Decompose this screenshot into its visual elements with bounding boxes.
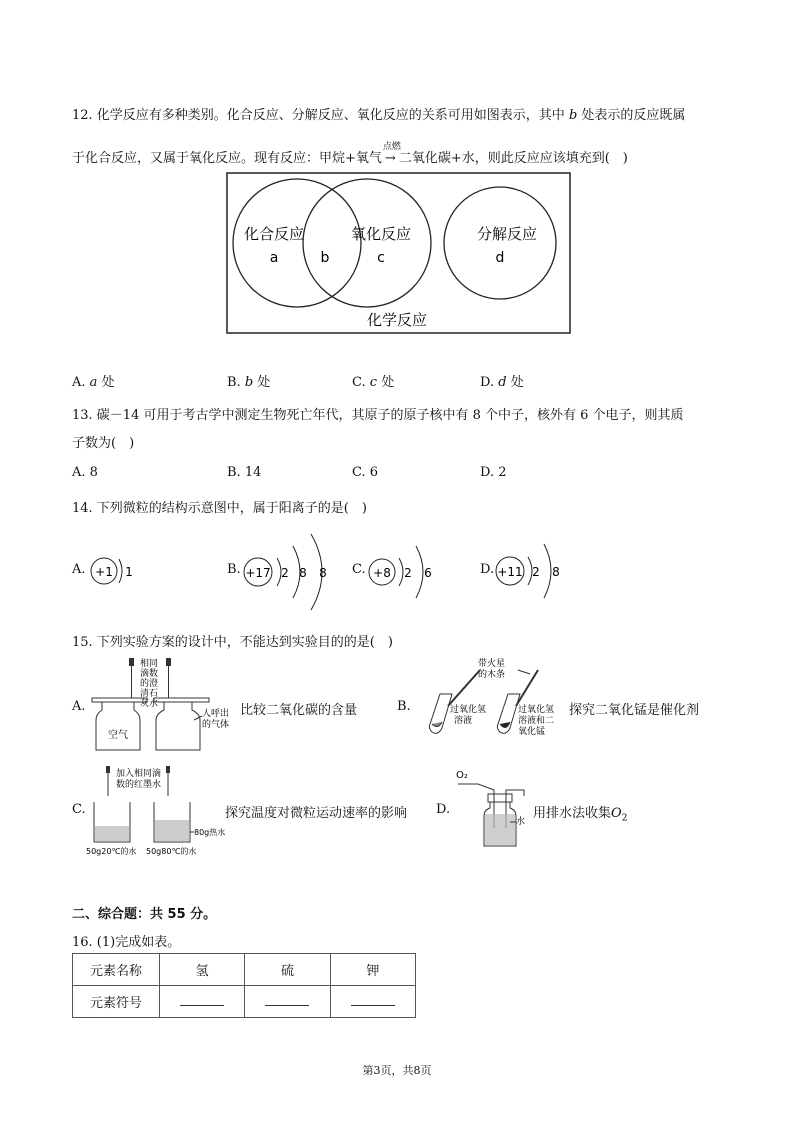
nucleus-charge: +8 [373, 566, 391, 580]
q12-stem-line2: 于化合反应，又属于氧化反应。现有反应：甲烷+氧气 点燃 → 二氧化碳+水，则此反应应该填充到( ) [72, 147, 628, 166]
electron-shell [119, 559, 122, 583]
electron-shell [399, 558, 403, 586]
pointer-line [194, 716, 202, 720]
nucleus-charge: +17 [245, 566, 271, 580]
decomposition-circle [444, 187, 556, 299]
water-level-1 [95, 826, 129, 841]
element-table [72, 953, 416, 1018]
tube1-label-line1: 过氧化氢 [450, 705, 487, 715]
q12-option-b[interactable]: B. b 处 [227, 375, 271, 390]
limewater-experiment-figure [90, 654, 230, 754]
q13-option-c[interactable]: C. 6 [352, 465, 379, 480]
region-d: d [495, 250, 505, 266]
answer-blank[interactable] [330, 986, 415, 1018]
dropper-bulb [166, 658, 171, 666]
svg-text:清石: 清石 [140, 689, 159, 699]
q14-stem: 14. 下列微粒的结构示意图中，属于阳离子的是( ) [72, 501, 367, 516]
q13-stem-line1: 13. 碳－14 可用于考古学中测定生物死亡年代，其原子的原子核中有 8 个中子，核外有 6 个电子，则其质 [72, 408, 684, 423]
reaction-condition: 点燃 [382, 142, 401, 152]
glass-plate [154, 698, 209, 702]
pointer-line [518, 670, 530, 674]
q15-stem: 15. 下列实验方案的设计中，不能达到实验目的的是( ) [72, 635, 393, 650]
test-tube-2 [497, 694, 520, 733]
q15-option-a[interactable]: A. [72, 699, 86, 714]
region-a: a [269, 250, 279, 266]
q15-option-b[interactable]: B. [397, 699, 411, 714]
atom-diagram-d [494, 530, 574, 612]
top-note-line2: 的木条 [478, 670, 506, 680]
top-note-line1: 带火星 [478, 659, 506, 669]
water-label: 水 [516, 817, 526, 827]
svg-text:相同: 相同 [140, 659, 159, 669]
tube2-label-line2: 溶液和二 [518, 716, 555, 726]
table-cell: 元素符号 [73, 986, 160, 1018]
beaker2-label: 50g80℃的水 [146, 847, 197, 856]
q14-option-a[interactable]: A. [72, 562, 86, 577]
q14-option-d[interactable]: D. [480, 562, 495, 577]
region-b: b [320, 250, 330, 266]
catalyst-experiment-figure [418, 656, 563, 752]
electron-shell [544, 544, 551, 598]
q15-option-a-text: 比较二氧化碳的含量 [240, 703, 358, 718]
section-heading: 二、综合题：共 55 分。 [72, 907, 217, 922]
q13-stem-line2: 子数为( ) [72, 436, 135, 451]
dropper-note [140, 657, 158, 709]
atom-diagram-a [86, 546, 146, 596]
nucleus-charge: +11 [497, 565, 523, 579]
table-cell: 元素名称 [73, 954, 160, 986]
q15-option-b-text: 探究二氧化锰是催化剂 [569, 703, 700, 718]
shell-count: 8 [299, 566, 307, 580]
glass-plate [92, 698, 147, 702]
answer-blank[interactable] [160, 986, 245, 1018]
q13-option-d[interactable]: D. 2 [480, 465, 507, 480]
table-cell: 硫 [245, 954, 330, 986]
side-note: 80g热水 [194, 828, 226, 837]
q15-option-c-text: 探究温度对微粒运动速率的影响 [225, 806, 408, 821]
svg-text:灰水: 灰水 [140, 699, 159, 709]
oxidation-circle [303, 179, 431, 307]
bottle1-label: 空气 [108, 730, 128, 741]
region-c: c [377, 250, 385, 266]
q12-stem-line1: 12. 化学反应有多种类别。化合反应、分解反应、氧化反应的关系可用如图表示，其中 b 处表示的反应既属 [72, 108, 686, 123]
bottle2-label-line1: 人呼出 [202, 709, 230, 719]
liquid-1 [432, 722, 442, 727]
shell-count: 6 [424, 566, 432, 580]
test-tube-1 [429, 694, 452, 733]
q15-option-d[interactable]: D. [436, 802, 451, 817]
shell-count: 8 [319, 566, 327, 580]
shell-count: 2 [404, 566, 412, 580]
shell-count: 8 [552, 565, 560, 579]
q12-option-c[interactable]: C. c 处 [352, 375, 395, 390]
dropper-bulb [129, 658, 134, 666]
combination-circle [233, 179, 361, 307]
dropper-bulb [166, 766, 170, 773]
chemical-reaction-box [227, 173, 570, 333]
reaction-arrow: → [384, 151, 396, 166]
q16-stem: 16. (1)完成如表。 [72, 935, 181, 950]
electron-shell [416, 546, 423, 598]
page-footer: 第3页，共8页 [362, 1064, 432, 1077]
svg-text:的澄: 的澄 [140, 679, 159, 689]
tube1-label-line2: 溶液 [454, 716, 473, 726]
atom-diagram-b [241, 526, 336, 621]
nucleus-charge: +1 [95, 565, 113, 579]
circle1-label: 化合反应 [243, 225, 305, 243]
shell-count: 2 [532, 565, 540, 579]
shell-count: 2 [281, 566, 289, 580]
dropper-note-line2: 数的红墨水 [116, 780, 162, 790]
circle3-label: 分解反应 [476, 225, 538, 243]
bottle2-label-line2: 的气体 [202, 720, 230, 730]
circle2-label: 氧化反应 [350, 225, 412, 243]
gas-bottle-air [96, 702, 140, 750]
table-cell: 氢 [160, 954, 245, 986]
svg-text:滴数: 滴数 [140, 669, 159, 679]
water-displacement-figure [454, 766, 534, 848]
q13-option-b[interactable]: B. 14 [227, 465, 262, 480]
stopper [488, 794, 512, 802]
tube2-label-line1: 过氧化氢 [518, 705, 555, 715]
tube2-label-line3: 氧化锰 [518, 727, 546, 737]
gas-bottle-breath [156, 702, 200, 750]
water-fill [485, 814, 515, 845]
q12-option-d[interactable]: D. d 处 [480, 375, 524, 390]
box-label: 化学反应 [366, 311, 428, 329]
reaction-venn-diagram [226, 172, 571, 335]
splint-2 [516, 670, 538, 706]
water-level-2 [155, 820, 189, 841]
dropper-bulb [106, 766, 110, 773]
q14-option-c[interactable]: C. [352, 562, 366, 577]
answer-blank[interactable] [245, 986, 330, 1018]
gas-inlet-label: O₂ [456, 770, 468, 781]
table-row [73, 954, 416, 986]
atom-diagram-c [366, 536, 446, 608]
liquid-2 [500, 722, 510, 728]
beaker1-label: 50g20℃的水 [86, 847, 137, 856]
q15-option-d-text: 用排水法收集$O_2$ [533, 806, 628, 824]
q15-option-c[interactable]: C. [72, 802, 86, 817]
q14-option-b[interactable]: B. [227, 562, 241, 577]
shell-count: 1 [125, 565, 133, 579]
dropper-note-line1: 加入相同滴 [116, 769, 162, 779]
q12-option-a[interactable]: A. a 处 [72, 375, 115, 390]
q13-option-a[interactable]: A. 8 [72, 465, 98, 480]
table-cell: 钾 [330, 954, 415, 986]
table-row [73, 986, 416, 1018]
splint-1 [448, 670, 480, 706]
diffusion-experiment-figure [86, 764, 224, 858]
